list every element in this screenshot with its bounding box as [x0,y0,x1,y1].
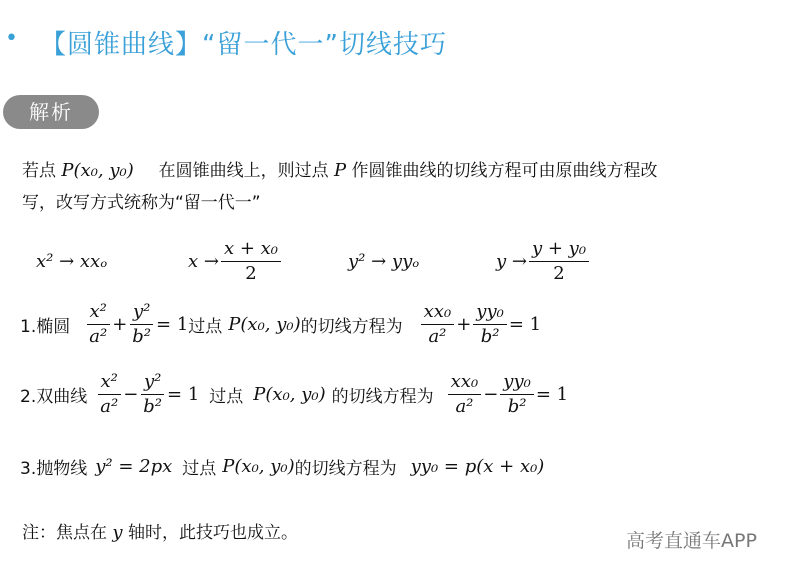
analysis-badge: 解析 [3,95,99,129]
rule-x: x → $\frac{\text{x + x₀}}{2}$ [188,236,283,286]
intro-text-before: 若点 [22,161,56,181]
bullet-icon: • [5,26,18,51]
title-row [0,22,804,62]
rule-x-squared: x² → xxₒ [36,250,108,272]
note: 注：焦点在 y 轴时，此技巧也成立。 [22,522,298,543]
item-label: 3.抛物线 [20,458,88,479]
watermark: 高考直通车APP [626,530,757,552]
item-parabola: 3.抛物线 y² = 2px 过点 P(x₀, y₀) 的切线方程为 yy₀ = p(x + x₀) [20,455,545,479]
rule-y-squared: y² → yyₒ [348,250,420,272]
rule-y: y → $\frac{\text{y + y₀}}{2}$ [496,236,591,286]
item-label: 2.双曲线 [20,386,88,407]
intro-line-2: 写，改写方式统称为“留一代一” [22,193,261,213]
intro-point-var: P [333,160,347,181]
page-title: 【圆锥曲线】“留一代一”切线技巧 [40,30,447,60]
intro-line-1 [22,160,658,182]
item-ellipse: 1.椭圆 $\frac{\text{x²}}{\text{a²}}$ + $\frac{\text{y²}}{\text{b²}}$ = 1 过点 P(x₀, y₀) 的切线方程为 $\frac{\text{xx₀}}{\text{a²}}$ + $\frac{\text{yy₀}}{\text{b²}}$ = 1 [20,300,542,347]
rule-x-fraction: $\frac{\text{x + x₀}}{2}$ [221,238,281,285]
intro-text-after: 作圆锥曲线的切线方程可由原曲线方程改 [351,161,658,181]
item-hyperbola: 2.双曲线 $\frac{\text{x²}}{\text{a²}}$ − $\frac{\text{y²}}{\text{b²}}$ = 1 过点 P(x₀, y₀) 的切线方程为 $\frac{\text{xx₀}}{\text{a²}}$ − $\frac{\text{yy₀}}{\text{b²}}$ = 1 [20,370,569,417]
rule-y-fraction: $\frac{\text{y + y₀}}{2}$ [529,238,589,285]
intro-point: P(x₀, y₀) [61,160,134,181]
item-label: 1.椭圆 [20,316,71,337]
intro-text-mid: 在圆锥曲线上，则过点 [158,161,329,181]
